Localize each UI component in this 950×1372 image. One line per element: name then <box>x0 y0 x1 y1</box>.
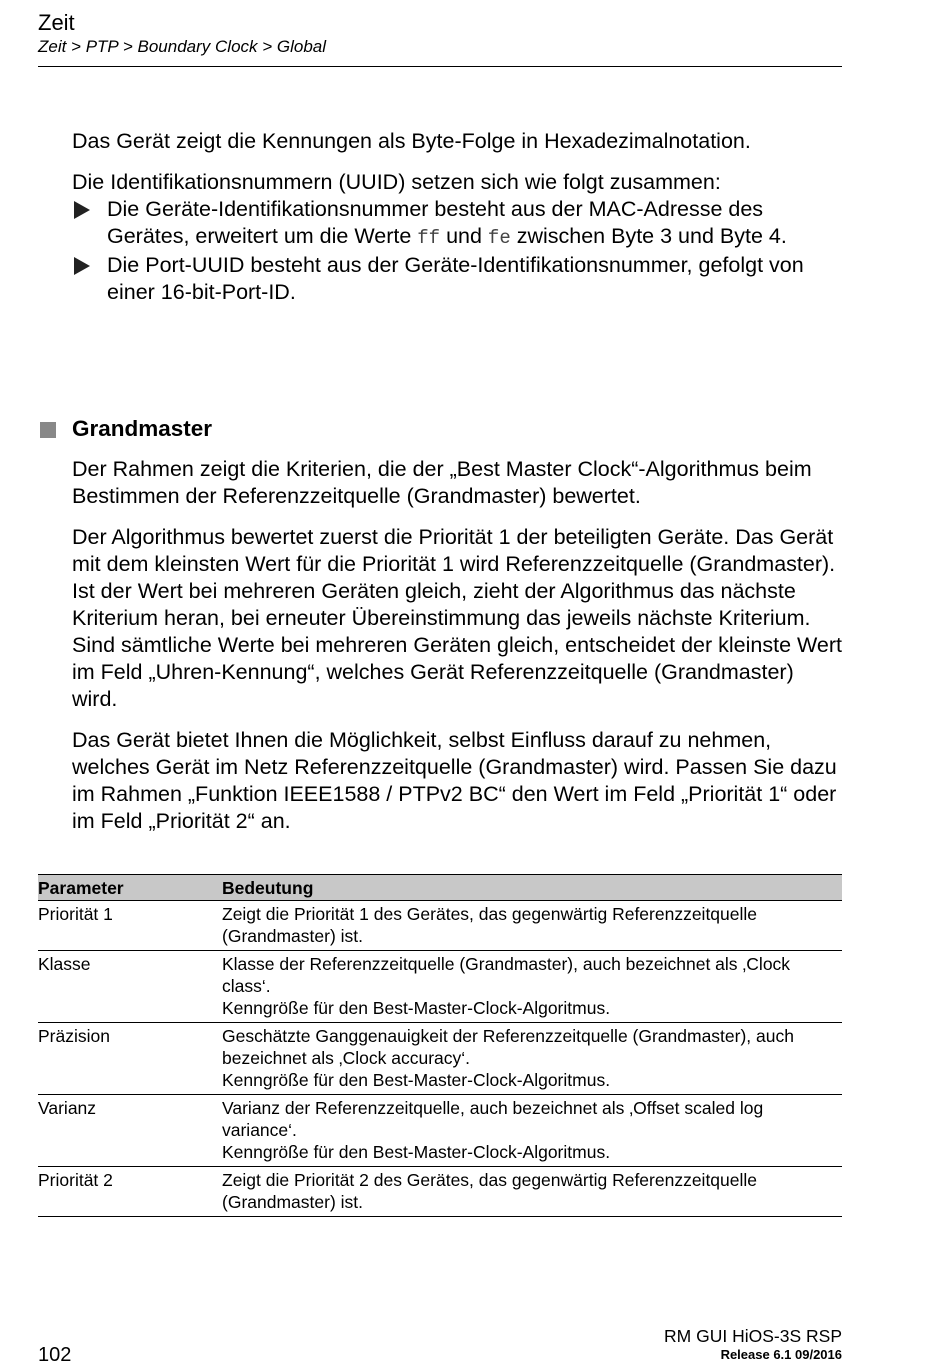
meaning-line: Geschätzte Ganggenauigkeit der Referenzzeitquelle (Grandmaster), auch bezeichnet als ‚Clock accuracy‘. <box>222 1026 794 1068</box>
breadcrumb: Zeit > PTP > Boundary Clock > Global <box>38 37 327 56</box>
meaning-line: Zeigt die Priorität 2 des Gerätes, das gegenwärtig Referenzzeitquelle (Grandmaster) ist. <box>222 1170 758 1212</box>
intro-paragraph-uuid: Die Identifikationsnummern (UUID) setzen sich wie folgt zusammen: <box>72 170 721 194</box>
meaning-cell <box>222 1023 842 1095</box>
meaning-cell <box>222 951 842 1023</box>
square-bullet-icon <box>40 422 56 438</box>
parameter-table <box>38 874 842 1217</box>
meaning-cell <box>222 1095 842 1167</box>
meaning-line: Klasse der Referenzzeitquelle (Grandmaster), auch bezeichnet als ‚Clock class‘. <box>222 954 791 996</box>
table-row <box>38 1095 842 1167</box>
column-header-bedeutung: Bedeutung <box>222 875 842 901</box>
page-number: 102 <box>38 1344 72 1366</box>
page-header <box>38 10 842 67</box>
bullet-text: Die Geräte-Identifikationsnummer besteht aus der MAC-Adresse des Gerätes, erweitert um die Werte <box>107 197 764 248</box>
header-rule <box>38 66 842 67</box>
grandmaster-section <box>38 414 842 849</box>
bullet-text: zwischen Byte 3 und Byte 4. <box>510 224 787 248</box>
intro-paragraph-hex: Das Gerät zeigt die Kennungen als Byte-Folge in Hexadezimalnotation. <box>72 129 751 153</box>
bullet-device-id <box>72 196 842 252</box>
triangle-bullet-icon <box>74 201 90 219</box>
meaning-line: Varianz der Referenzzeitquelle, auch bezeichnet als ‚Offset scaled log variance‘. <box>222 1098 764 1140</box>
section-heading-text: Grandmaster <box>72 416 213 441</box>
parameter-cell: Klasse <box>38 951 222 1023</box>
section-paragraph: Der Algorithmus bewertet zuerst die Priorität 1 der beteiligten Geräte. Das Gerät mit dem kleinsten Wert für die Priorität 1 wird Referenzzeitquelle (Grandmaster). Ist der Wert bei mehreren Geräten gleich, zieht der Algorithmus das nächste Kriterium heran, bei erneuter Übereinstimmung das jeweils nächste Kriterium. Sind sämtliche Werte bei mehreren Geräten gleich, entscheidet der kleinste Wert im Feld „Uhren-Kennung“, welches Gerät Referenzzeitquelle (Grandmaster) wird. <box>72 525 843 711</box>
triangle-bullet-icon <box>74 257 90 275</box>
bullet-port-uuid <box>72 252 842 306</box>
code-fe: fe <box>487 227 511 249</box>
intro-section <box>72 128 842 306</box>
footer-info <box>664 1326 842 1364</box>
table-row <box>38 901 842 951</box>
table-header-row <box>38 875 842 901</box>
table-row <box>38 1167 842 1217</box>
code-ff: ff <box>417 227 441 249</box>
table-row <box>38 1023 842 1095</box>
product-name: RM GUI HiOS-3S RSP <box>664 1326 842 1346</box>
meaning-line: Kenngröße für den Best-Master-Clock-Algoritmus. <box>222 1142 611 1162</box>
bullet-text: und <box>440 224 488 248</box>
parameter-cell: Varianz <box>38 1095 222 1167</box>
section-body <box>72 456 842 835</box>
chapter-title: Zeit <box>38 10 75 35</box>
section-heading <box>38 414 842 444</box>
section-paragraph: Das Gerät bietet Ihnen die Möglichkeit, selbst Einfluss darauf zu nehmen, welches Gerät im Netz Referenzzeitquelle (Grandmaster) wird. Passen Sie dazu im Rahmen „Funktion IEEE1588 / PTPv2 BC“ den Wert im Feld „Priorität 1“ oder im Feld „Priorität 2“ an. <box>72 728 837 833</box>
meaning-line: Kenngröße für den Best-Master-Clock-Algoritmus. <box>222 1070 611 1090</box>
meaning-line: Zeigt die Priorität 1 des Gerätes, das gegenwärtig Referenzzeitquelle (Grandmaster) ist. <box>222 904 758 946</box>
uuid-bullet-list <box>72 196 842 306</box>
meaning-line: Kenngröße für den Best-Master-Clock-Algoritmus. <box>222 998 611 1018</box>
column-header-parameter: Parameter <box>38 875 222 901</box>
bullet-text: Die Port-UUID besteht aus der Geräte-Identifikationsnummer, gefolgt von einer 16-bit-Port-ID. <box>107 253 804 304</box>
release-info: Release 6.1 09/2016 <box>720 1347 842 1362</box>
section-paragraph: Der Rahmen zeigt die Kriterien, die der „Best Master Clock“-Algorithmus beim Bestimmen der Referenzzeitquelle (Grandmaster) bewertet. <box>72 457 812 508</box>
meaning-cell <box>222 1167 842 1217</box>
parameter-cell: Priorität 1 <box>38 901 222 951</box>
parameter-cell: Präzision <box>38 1023 222 1095</box>
meaning-cell <box>222 901 842 951</box>
parameter-cell: Priorität 2 <box>38 1167 222 1217</box>
table-row <box>38 951 842 1023</box>
